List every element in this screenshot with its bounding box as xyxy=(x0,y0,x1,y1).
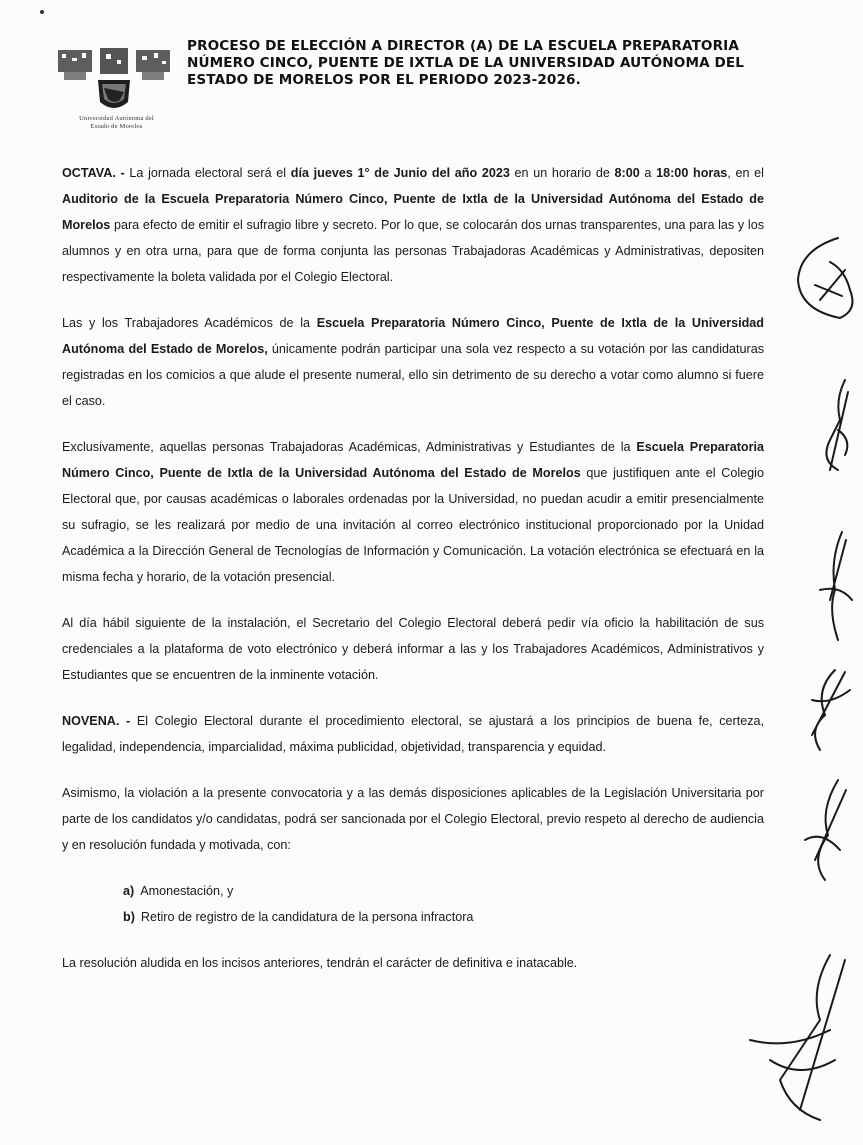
bold-school-name: Escuela Preparatoria Número Cinco, Puente de Ixtla de la Universidad Autónoma del Estado de Morelos, xyxy=(62,316,764,356)
clause-label-octava: OCTAVA. - xyxy=(62,166,125,180)
paragraph-sanctions: Asimismo, la violación a la presente convocatoria y a las demás disposiciones aplicables de la Legislación Universitaria por parte de los candidatos y/o candidatas, podrá ser sancionada por el Colegio Electoral, previo respeto al derecho de audiencia y en resolución fundada y motivada, con: xyxy=(62,786,764,852)
list-item-text: Retiro de registro de la candidatura de la persona infractora xyxy=(140,910,474,924)
text-span: , en el xyxy=(727,166,764,180)
signature-1 xyxy=(798,238,852,318)
bold-end-time: 18:00 horas xyxy=(656,166,728,180)
logo-caption xyxy=(54,115,179,130)
paragraph-novena xyxy=(62,708,764,760)
text-span: a xyxy=(639,166,657,180)
paragraph-octava xyxy=(62,160,764,290)
scan-speck xyxy=(40,10,44,14)
text-span: únicamente podrán participar una sola vez respecto a su votación por las candidaturas registradas en los comicios a que alude el presente numeral, ello sin detrimento de su derecho a votar como alumno si fuere el caso. xyxy=(62,342,765,408)
list-item-label: a) xyxy=(123,884,135,898)
signature-2 xyxy=(826,380,848,470)
bold-venue: Auditorio de la Escuela Preparatoria Número Cinco, Puente de Ixtla de la Universidad Autónoma del Estado de Morelos xyxy=(62,192,764,232)
signature-4 xyxy=(812,670,850,750)
list-item-label: b) xyxy=(123,910,135,924)
signature-6 xyxy=(750,955,845,1120)
list-item xyxy=(123,878,764,904)
text-span: La jornada electoral será el xyxy=(124,166,291,180)
bold-date: día jueves 1° de Junio del año 2023 xyxy=(290,166,510,180)
logo-caption-line-1: Universidad Autónoma del xyxy=(79,115,154,122)
text-span: en un horario de xyxy=(509,166,615,180)
paragraph-academic-workers xyxy=(62,310,764,414)
signature-3 xyxy=(820,532,852,640)
clause-label-novena: NOVENA. - xyxy=(62,714,131,728)
bold-start-time: 8:00 xyxy=(614,166,640,180)
text-span: Las y los Trabajadores Académicos de la xyxy=(62,316,317,330)
sanctions-list xyxy=(123,878,764,930)
text-span: El Colegio Electoral durante el procedimiento electoral, se ajustará a los principios de buena fe, certeza, legalidad, independencia, imparcialidad, máxima publicidad, objetividad, transparencia y equidad. xyxy=(62,714,764,754)
paragraph-credentials: Al día hábil siguiente de la instalación, el Secretario del Colegio Electoral deberá pedir vía oficio la habilitación de sus credenciales a la plataforma de voto electrónico y deberá informar a las y los Trabajadores Académicos, Administrativos y Estudiantes que se encuentren de la inminente votación. xyxy=(62,616,764,682)
text-span: que justifiquen ante el Colegio Electoral que, por causas académicas o laborales ordenadas por la Universidad, no puedan acudir a emitir presencialmente su sufragio, se les realizará por medio de una invitación al correo electrónico institucional proporcionado por la Unidad Académica a la Dirección General de Tecnologías de Información y Comunicación. La votación electrónica se efectuará en la misma fecha y horario, de la votación presencial. xyxy=(62,466,764,584)
text-span: Exclusivamente, aquellas personas Trabajadoras Académicas, Administrativas y Estudiantes de la xyxy=(62,440,637,454)
logo-caption-line-2: Estado de Morelos xyxy=(90,122,143,130)
document-title: PROCESO DE ELECCIÓN A DIRECTOR (A) DE LA ESCUELA PREPARATORIA NÚMERO CINCO, PUENTE DE IXTLA DE LA UNIVERSIDAD AUTÓNOMA DEL ESTADO DE MORELOS POR EL PERIODO 2023-2026. xyxy=(187,38,745,88)
document-body xyxy=(62,160,764,976)
paragraph-electronic-vote xyxy=(62,434,764,590)
bold-school-name: Escuela Preparatoria Número Cinco, Puente de Ixtla de la Universidad Autónoma del Estado de Morelos xyxy=(62,440,764,480)
list-item xyxy=(123,904,764,930)
list-item-text: Amonestación, y xyxy=(140,884,234,898)
text-span: para efecto de emitir el sufragio libre y secreto. Por lo que, se colocarán dos urnas transparentes, una para las y los alumnos y en otra urna, para que de forma conjunta las personas Trabajadoras Académicas y Administrativas, depositen respectivamente la boleta validada por el Colegio Electoral. xyxy=(62,218,764,284)
paragraph-resolution: La resolución aludida en los incisos anteriores, tendrán el carácter de definitiva e inatacable. xyxy=(62,956,578,970)
signature-5 xyxy=(805,780,846,880)
